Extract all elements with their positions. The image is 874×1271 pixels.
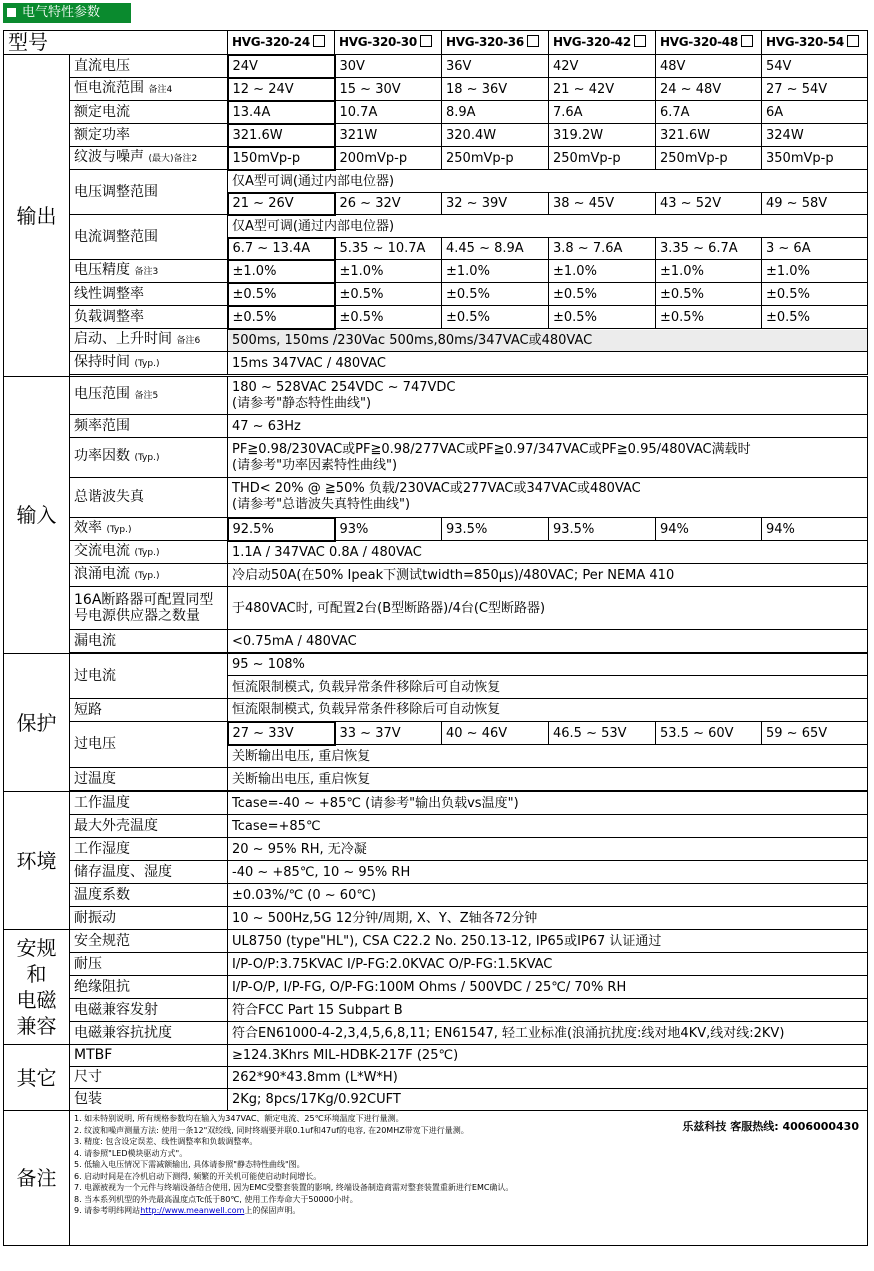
- value-cell: 350mVp-p: [762, 147, 868, 170]
- item-label: [70, 1022, 228, 1045]
- model-name-text: HVG-320-36: [446, 35, 524, 49]
- category-line: 电磁: [16, 988, 57, 1012]
- item-label-text: 电流调整范围: [74, 228, 158, 245]
- value-line: (请参考"总谐波失真特性曲线"): [232, 497, 411, 513]
- value-cell: ±0.5%: [549, 306, 656, 329]
- item-label-text: 直流电压: [74, 57, 130, 74]
- value-cell: ±1.0%: [442, 260, 549, 283]
- item-label: [70, 1089, 228, 1111]
- value-cell: 关断输出电压, 重启恢复: [228, 768, 868, 791]
- item-label-text: 电压精度: [74, 261, 130, 278]
- category-line: 安规: [16, 936, 57, 960]
- value-cell: 6A: [762, 101, 868, 124]
- table-row: [4, 283, 868, 306]
- item-label-text: 线性调整率: [74, 285, 144, 302]
- value-cell: 恒流限制模式, 负载异常条件移除后可自动恢复: [228, 699, 868, 722]
- value-cell: 150mVp-p: [228, 147, 335, 170]
- table-row: [4, 329, 868, 352]
- item-label-text: 包装: [74, 1091, 102, 1107]
- value-cell: 6.7 ~ 13.4A: [228, 238, 335, 260]
- item-label: [70, 101, 228, 124]
- model-name-text: HVG-320-48: [660, 35, 738, 49]
- table-row: [4, 1022, 868, 1045]
- value-cell: 320.4W: [442, 124, 549, 147]
- value-cell: [228, 377, 868, 415]
- value-cell: 321.6W: [656, 124, 762, 147]
- model-label: 型号: [4, 31, 228, 55]
- value-cell: 43 ~ 52V: [656, 193, 762, 215]
- item-label-text: 最大外壳温度: [74, 817, 158, 834]
- value-cell: 5.35 ~ 10.7A: [335, 238, 442, 260]
- item-label-text: 耐振动: [74, 909, 116, 926]
- sub-note: 仅A型可调(通过内部电位器): [228, 170, 868, 193]
- value-cell: 59 ~ 65V: [762, 722, 868, 745]
- value-cell: ±0.5%: [549, 283, 656, 306]
- category-protection: 保护: [4, 654, 70, 792]
- value-cell: 恒流限制模式, 负载异常条件移除后可自动恢复: [228, 676, 868, 699]
- item-label: [70, 768, 228, 791]
- table-row: [4, 838, 868, 861]
- item-label-text: MTBF: [74, 1047, 113, 1063]
- value-cell: ±0.5%: [656, 283, 762, 306]
- value-cell: ±0.03%/℃ (0 ~ 60℃): [228, 884, 868, 907]
- table-row: [4, 78, 868, 101]
- value-cell: 21 ~ 42V: [549, 78, 656, 101]
- item-label-text: 总谐波失真: [74, 489, 144, 505]
- value-cell: 42V: [549, 55, 656, 78]
- item-label-text: 工作温度: [74, 794, 130, 811]
- value-cell: 93.5%: [549, 518, 656, 541]
- checkbox-icon: [420, 35, 432, 47]
- item-label: [70, 283, 228, 306]
- model-name: [335, 31, 442, 55]
- value-cell: Tcase=-40 ~ +85℃ (请参考"输出负载vs温度"): [228, 792, 868, 815]
- item-label: [70, 55, 228, 78]
- value-cell: ±0.5%: [335, 306, 442, 329]
- value-cell: 319.2W: [549, 124, 656, 147]
- value-cell: 262*90*43.8mm (L*W*H): [228, 1067, 868, 1089]
- table-row: [4, 630, 868, 653]
- item-note: (Typ.): [134, 358, 160, 369]
- item-label: [70, 170, 228, 215]
- category-safety: [4, 930, 70, 1045]
- value-cell: 200mVp-p: [335, 147, 442, 170]
- note-line: 5. 低输入电压情况下需减额输出, 具体请参照"静态特性曲线"图。: [74, 1160, 305, 1169]
- value-cell: ±0.5%: [442, 306, 549, 329]
- value-cell: I/P-O/P:3.75KVAC I/P-FG:2.0KVAC O/P-FG:1.5KVAC: [228, 953, 868, 976]
- value-cell: 33 ~ 37V: [335, 722, 442, 745]
- item-label-text: 恒电流范围: [74, 79, 144, 96]
- meanwell-link[interactable]: http://www.meanwell.com: [140, 1206, 245, 1215]
- model-name: [762, 31, 868, 55]
- category-notes: 备注: [4, 1111, 70, 1246]
- value-line: PF≧0.98/230VAC或PF≧0.98/277VAC或PF≧0.97/347VAC或PF≧0.95/480VAC满载时: [232, 441, 751, 457]
- value-cell: 47 ~ 63Hz: [228, 415, 868, 438]
- item-label-text: 绝缘阻抗: [74, 978, 130, 995]
- item-label-text: 功率因数: [74, 448, 130, 464]
- item-label: [70, 722, 228, 768]
- model-name-text: HVG-320-30: [339, 35, 417, 49]
- note-line: 2. 纹波和噪声测量方法: 使用一条12"双绞线, 同时终端要并联0.1uf和47uf的电容, 在20MHZ带宽下进行量测。: [74, 1125, 469, 1135]
- value-cell: 27 ~ 54V: [762, 78, 868, 101]
- value-cell: ±1.0%: [335, 260, 442, 283]
- item-label-text: 储存温度、湿度: [74, 863, 172, 880]
- table-row: [4, 815, 868, 838]
- item-label: [70, 564, 228, 587]
- value-cell: ±0.5%: [442, 283, 549, 306]
- item-label: [70, 699, 228, 722]
- item-label: [70, 124, 228, 147]
- table-row: [4, 101, 868, 124]
- square-icon: [7, 8, 16, 17]
- note-line: 7. 电源被视为一个元件与终端设备结合使用, 因为EMC受整套装置的影响, 终端设备制造商需对整套装置重新进行EMC确认。: [74, 1183, 514, 1192]
- value-line: THD< 20% @ ≧50% 负载/230VAC或277VAC或347VAC或480VAC: [232, 481, 641, 497]
- table-row: [4, 699, 868, 722]
- table-row: [4, 55, 868, 78]
- value-cell: 于480VAC时, 可配置2台(B型断路器)/4台(C型断路器): [228, 587, 868, 630]
- table-row: [4, 884, 868, 907]
- table-row: [4, 518, 868, 541]
- value-cell: 53.5 ~ 60V: [656, 722, 762, 745]
- value-cell: 46.5 ~ 53V: [549, 722, 656, 745]
- item-note: (Typ.): [106, 524, 132, 535]
- sub-note: 仅A型可调(通过内部电位器): [228, 215, 868, 238]
- value-cell: 321W: [335, 124, 442, 147]
- item-label-text: 保持时间: [74, 353, 130, 370]
- table-row: [4, 541, 868, 564]
- item-label-text: 漏电流: [74, 632, 116, 649]
- value-line: (请参考"静态特性曲线"): [232, 395, 372, 411]
- item-label: [70, 306, 228, 329]
- value-cell: I/P-O/P, I/P-FG, O/P-FG:100M Ohms / 500VDC / 25℃/ 70% RH: [228, 976, 868, 999]
- item-label: [70, 587, 228, 630]
- table-row: [4, 930, 868, 953]
- value-cell: <0.75mA / 480VAC: [228, 630, 868, 653]
- value-cell: ±0.5%: [228, 283, 335, 306]
- item-label-text: 负载调整率: [74, 308, 144, 325]
- table-row: [4, 999, 868, 1022]
- value-cell: [228, 438, 868, 478]
- item-label-text: 效率: [74, 519, 102, 536]
- category-others: 其它: [4, 1045, 70, 1111]
- item-label-text: 尺寸: [74, 1069, 102, 1085]
- value-cell: ≥124.3Khrs MIL-HDBK-217F (25℃): [228, 1045, 868, 1067]
- table-row: [4, 377, 868, 415]
- item-label-text: 浪涌电流: [74, 565, 130, 582]
- item-label-text: 温度系数: [74, 886, 130, 903]
- table-row: [4, 768, 868, 791]
- item-label-text: 电压范围: [74, 386, 130, 402]
- spec-table: [3, 30, 868, 1246]
- item-note: 备注6: [176, 335, 201, 346]
- checkbox-icon: [634, 35, 646, 47]
- item-label: [70, 930, 228, 953]
- note-line: 9. 请参考明纬网站http://www.meanwell.com上的保固声明。: [74, 1206, 301, 1215]
- value-cell: 24 ~ 48V: [656, 78, 762, 101]
- value-cell: 321.6W: [228, 124, 335, 147]
- value-cell: ±1.0%: [549, 260, 656, 283]
- value-cell: 3.8 ~ 7.6A: [549, 238, 656, 260]
- value-cell: 关断输出电压, 重启恢复: [228, 745, 868, 768]
- value-cell: 93.5%: [442, 518, 549, 541]
- model-name-text: HVG-320-54: [766, 35, 844, 49]
- table-row: [4, 147, 868, 170]
- category-input: 输入: [4, 377, 70, 654]
- item-label-text: 频率范围: [74, 417, 130, 434]
- table-row: [4, 124, 868, 147]
- value-cell: ±0.5%: [335, 283, 442, 306]
- value-cell: ±1.0%: [228, 260, 335, 283]
- note-tail: 上的保固声明。: [244, 1206, 301, 1215]
- value-cell: 13.4A: [228, 101, 335, 124]
- table-row: [4, 478, 868, 518]
- item-label-text: 电磁兼容发射: [74, 1001, 158, 1018]
- table-row: [4, 976, 868, 999]
- value-line: 180 ~ 528VAC 254VDC ~ 747VDC: [232, 379, 456, 395]
- value-cell: 94%: [656, 518, 762, 541]
- model-name: [549, 31, 656, 55]
- item-label: [70, 654, 228, 699]
- table-row: [4, 260, 868, 283]
- value-cell: 32 ~ 39V: [442, 193, 549, 215]
- value-cell: 92.5%: [228, 518, 335, 541]
- value-cell: 6.7A: [656, 101, 762, 124]
- item-label-text: 过电流: [74, 667, 116, 684]
- table-row: [4, 907, 868, 930]
- value-cell: 93%: [335, 518, 442, 541]
- value-cell: 1.1A / 347VAC 0.8A / 480VAC: [228, 541, 868, 564]
- item-label: [70, 352, 228, 375]
- item-label-text: 额定功率: [74, 126, 130, 143]
- item-label-text: 过温度: [74, 770, 116, 787]
- section-title: 电气特性参数: [3, 3, 131, 23]
- table-row: [4, 31, 868, 55]
- item-label: [70, 260, 228, 283]
- model-name: [228, 31, 335, 55]
- table-row: [4, 1089, 868, 1111]
- category-environment: 环境: [4, 792, 70, 930]
- table-row: [4, 1111, 868, 1246]
- item-label-text: 交流电流: [74, 542, 130, 559]
- table-row: [4, 587, 868, 630]
- item-note: (最大)备注2: [148, 153, 198, 164]
- item-label-text: 额定电流: [74, 103, 130, 120]
- value-cell: 10.7A: [335, 101, 442, 124]
- item-label: [70, 815, 228, 838]
- item-label: [70, 438, 228, 478]
- value-cell: [228, 478, 868, 518]
- value-cell: 4.45 ~ 8.9A: [442, 238, 549, 260]
- item-label: [70, 78, 228, 101]
- notes-cell: [70, 1111, 868, 1246]
- item-label-text: 电压调整范围: [74, 183, 158, 200]
- value-cell: 符合EN61000-4-2,3,4,5,6,8,11; EN61547, 轻工业标准(浪涌抗扰度:线对地4KV,线对线:2KV): [228, 1022, 868, 1045]
- table-row: [4, 722, 868, 745]
- value-cell: -40 ~ +85℃, 10 ~ 95% RH: [228, 861, 868, 884]
- item-label-text: 纹波与噪声: [74, 148, 144, 165]
- checkbox-icon: [527, 35, 539, 47]
- note-line: 8. 当本系列机型的外壳最高温度点Tc低于80℃, 使用工作寿命大于50000小时。: [74, 1194, 358, 1204]
- value-cell: Tcase=+85℃: [228, 815, 868, 838]
- value-cell: 54V: [762, 55, 868, 78]
- item-label: [70, 215, 228, 260]
- table-row: [4, 352, 868, 375]
- hotline-text: 乐兹科技 客服热线: 4006000430: [682, 1120, 859, 1133]
- item-label-text: 启动、上升时间: [74, 330, 172, 347]
- item-label: [70, 907, 228, 930]
- item-label: [70, 838, 228, 861]
- value-cell: 49 ~ 58V: [762, 193, 868, 215]
- value-cell: 36V: [442, 55, 549, 78]
- table-row: [4, 564, 868, 587]
- table-row: [4, 792, 868, 815]
- value-cell: 冷启动50A(在50% Ipeak下测试twidth=850µs)/480VAC; Per NEMA 410: [228, 564, 868, 587]
- table-row: [4, 654, 868, 676]
- item-label-text: 过电压: [74, 736, 116, 752]
- item-label: [70, 147, 228, 170]
- item-note: (Typ.): [134, 453, 160, 463]
- value-cell: 94%: [762, 518, 868, 541]
- table-row: [4, 438, 868, 478]
- value-cell: 500ms, 150ms /230Vac 500ms,80ms/347VAC或480VAC: [228, 329, 868, 352]
- item-label: [70, 999, 228, 1022]
- value-cell: 8.9A: [442, 101, 549, 124]
- value-cell: ±0.5%: [762, 306, 868, 329]
- value-cell: 2Kg; 8pcs/17Kg/0.92CUFT: [228, 1089, 868, 1111]
- table-row: [4, 306, 868, 329]
- table-row: [4, 1067, 868, 1089]
- item-label: [70, 630, 228, 653]
- value-cell: 21 ~ 26V: [228, 193, 335, 215]
- value-cell: 324W: [762, 124, 868, 147]
- value-cell: 40 ~ 46V: [442, 722, 549, 745]
- item-label: [70, 478, 228, 518]
- item-label: [70, 1045, 228, 1067]
- item-label: [70, 1067, 228, 1089]
- item-label: [70, 792, 228, 815]
- item-label: [70, 953, 228, 976]
- value-cell: 24V: [228, 55, 335, 78]
- item-label-text: 耐压: [74, 955, 102, 972]
- value-cell: ±0.5%: [762, 283, 868, 306]
- value-cell: 250mVp-p: [656, 147, 762, 170]
- value-cell: 48V: [656, 55, 762, 78]
- value-cell: 15 ~ 30V: [335, 78, 442, 101]
- item-note: (Typ.): [134, 570, 160, 581]
- value-cell: 12 ~ 24V: [228, 78, 335, 101]
- value-cell: 符合FCC Part 15 Subpart B: [228, 999, 868, 1022]
- value-cell: 95 ~ 108%: [228, 654, 868, 676]
- value-cell: 10 ~ 500Hz,5G 12分钟/周期, X、Y、Z轴各72分钟: [228, 907, 868, 930]
- item-label: [70, 329, 228, 352]
- value-cell: 250mVp-p: [442, 147, 549, 170]
- value-cell: 15ms 347VAC / 480VAC: [228, 352, 868, 375]
- item-label: [70, 884, 228, 907]
- value-cell: 27 ~ 33V: [228, 722, 335, 745]
- item-label-text: 16A断路器可配置同型号电源供应器之数量: [74, 592, 214, 624]
- category-output: 输出: [4, 55, 70, 377]
- item-label: [70, 518, 228, 541]
- item-label: [70, 976, 228, 999]
- note-line: 4. 请参照"LED模块驱动方式"。: [74, 1148, 188, 1158]
- item-note: (Typ.): [134, 547, 160, 558]
- value-cell: ±0.5%: [656, 306, 762, 329]
- value-cell: 3.35 ~ 6.7A: [656, 238, 762, 260]
- table-row: [4, 953, 868, 976]
- item-label-text: 工作湿度: [74, 840, 130, 857]
- value-cell: 3 ~ 6A: [762, 238, 868, 260]
- note-line: 1. 如未特别说明, 所有规格参数均在输入为347VAC、额定电流、25℃环境温度下进行量测。: [74, 1114, 404, 1123]
- table-row: [4, 415, 868, 438]
- table-row: [4, 215, 868, 238]
- item-label: [70, 861, 228, 884]
- table-row: [4, 170, 868, 193]
- model-name: [656, 31, 762, 55]
- model-name: [442, 31, 549, 55]
- model-name-text: HVG-320-42: [553, 35, 631, 49]
- checkbox-icon: [847, 35, 859, 47]
- item-note: 备注5: [134, 391, 159, 401]
- note-line: 3. 精度: 包含设定误差、线性调整率和负载调整率。: [74, 1137, 258, 1146]
- value-cell: ±1.0%: [656, 260, 762, 283]
- value-cell: 30V: [335, 55, 442, 78]
- value-cell: 250mVp-p: [549, 147, 656, 170]
- table-row: [4, 1045, 868, 1067]
- item-label-text: 短路: [74, 701, 102, 718]
- item-label: [70, 541, 228, 564]
- value-cell: 20 ~ 95% RH, 无冷凝: [228, 838, 868, 861]
- checkbox-icon: [741, 35, 753, 47]
- value-cell: 38 ~ 45V: [549, 193, 656, 215]
- item-note: 备注3: [134, 266, 159, 277]
- value-cell: 26 ~ 32V: [335, 193, 442, 215]
- checkbox-icon: [313, 35, 325, 47]
- value-cell: ±0.5%: [228, 306, 335, 329]
- category-line: 兼容: [16, 1014, 57, 1038]
- value-cell: ±1.0%: [762, 260, 868, 283]
- value-cell: 18 ~ 36V: [442, 78, 549, 101]
- item-label-text: 电磁兼容抗扰度: [74, 1024, 172, 1041]
- category-line: 和: [26, 962, 47, 986]
- item-note: 备注4: [148, 84, 173, 95]
- note-line: 6. 启动时间是在冷机启动下测得, 频繁的开关机可能使启动时间增长。: [74, 1171, 322, 1181]
- model-name-text: HVG-320-24: [232, 34, 310, 49]
- value-cell: 7.6A: [549, 101, 656, 124]
- item-label-text: 安全规范: [74, 932, 130, 949]
- table-row: [4, 861, 868, 884]
- value-cell: UL8750 (type"HL"), CSA C22.2 No. 250.13-12, IP65或IP67 认证通过: [228, 930, 868, 953]
- item-label: [70, 377, 228, 415]
- item-label: [70, 415, 228, 438]
- value-line: (请参考"功率因素特性曲线"): [232, 457, 398, 473]
